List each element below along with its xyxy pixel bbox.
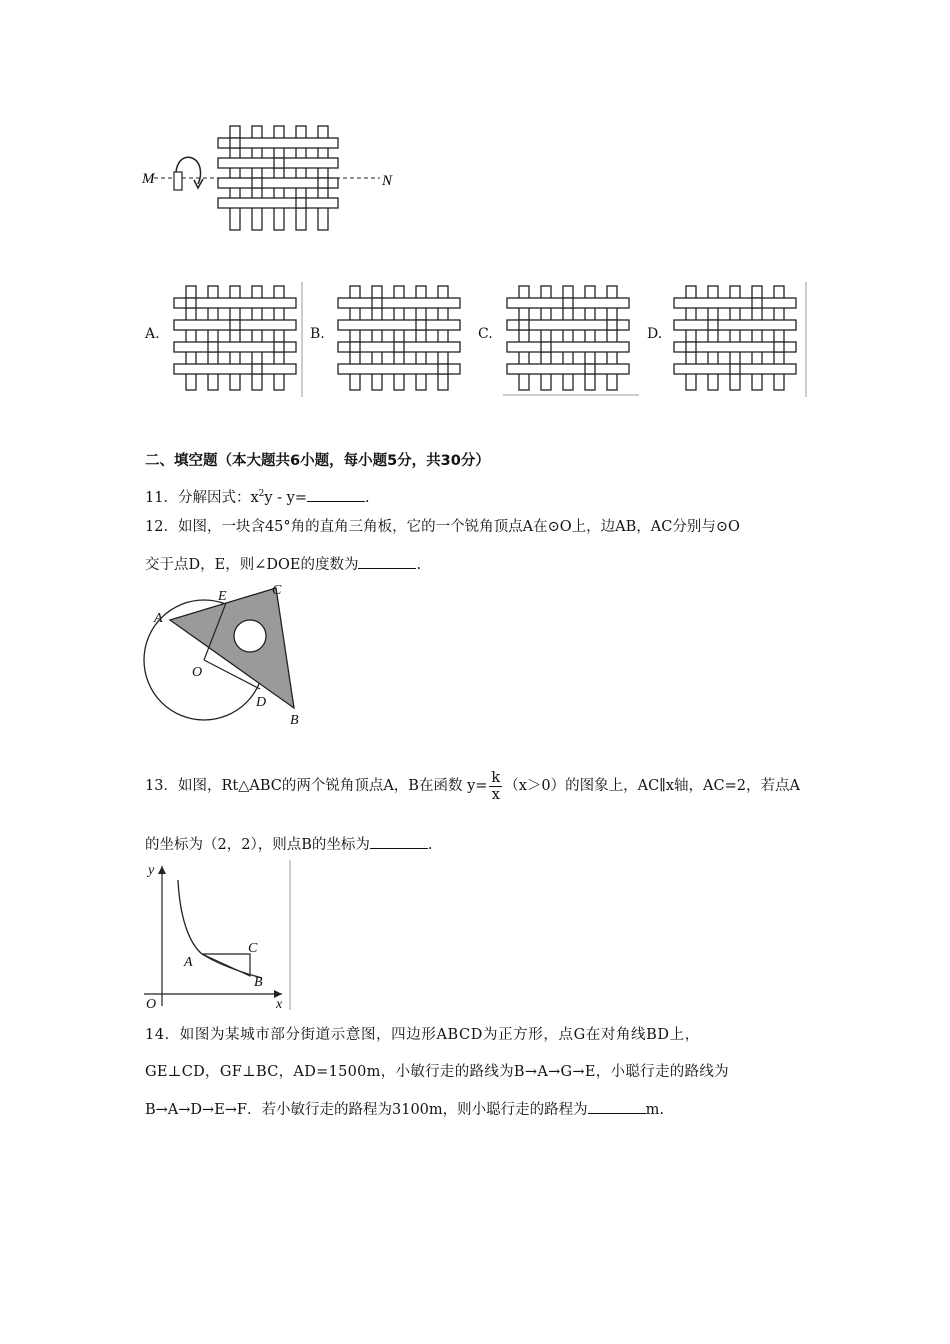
q13-prefix: 13．如图，Rt△ABC的两个锐角顶点A，B在函数 y=: [145, 778, 488, 794]
q14-end: m.: [645, 1102, 665, 1118]
q13-label-c: C: [248, 941, 258, 956]
option-a-figure: [172, 282, 304, 397]
section-heading: 二、填空题（本大题共6小题，每小题5分，共30分）: [145, 453, 490, 469]
option-c-figure: [503, 282, 639, 397]
option-c-label: C.: [478, 326, 493, 342]
option-a-label: A.: [145, 326, 160, 342]
question-13-line1: [145, 764, 800, 808]
question-13-line2: [145, 834, 432, 855]
q11-answer-blank[interactable]: [307, 487, 365, 502]
q13-figure: [140, 860, 295, 1010]
q12-label-o: O: [192, 665, 203, 680]
q13-label-y: y: [148, 863, 155, 878]
q13-line2-text: 的坐标为（2，2），则点B的坐标为: [145, 837, 370, 853]
question-14-line2: GE⊥CD，GF⊥BC，AD=1500m，小敏行走的路线为B→A→G→E，小聪行走的路线为: [145, 1064, 729, 1080]
question-12-line1: 12．如图，一块含45°角的直角三角板，它的一个锐角顶点A在⊙O上，边AB，AC分别与⊙O: [145, 519, 740, 535]
q12-answer-blank[interactable]: [358, 554, 416, 569]
q12-label-c: C: [272, 583, 282, 598]
q13-answer-blank[interactable]: [370, 834, 428, 849]
q14-line3-text: B→A→D→E→F．若小敏行走的路程为3100m，则小聪行走的路程为: [145, 1102, 588, 1118]
question-11: [145, 484, 370, 508]
q13-suffix: （x＞0）的图象上，AC∥x轴，AC=2，若点A: [504, 778, 800, 794]
q11-prefix: 11．分解因式：x: [145, 489, 259, 506]
q12-label-b: B: [290, 713, 299, 728]
q13-label-b: B: [254, 975, 263, 990]
option-d-figure: [670, 282, 810, 397]
q13-label-x: x: [276, 997, 283, 1010]
question-14-line3: [145, 1099, 664, 1120]
option-b-label: B.: [310, 326, 325, 342]
q13-label-a: A: [184, 955, 193, 970]
question-14-line1: 14．如图为某城市部分街道示意图，四边形ABCD为正方形，点G在对角线BD上，: [145, 1027, 700, 1043]
q13-frac-num: k: [491, 769, 501, 786]
label-m: M: [142, 171, 155, 187]
q12-figure: [138, 578, 318, 728]
q12-line2-text: 交于点D，E，则∠DOE的度数为: [145, 557, 359, 573]
question-12-line2: [145, 554, 421, 575]
option-b-figure: [336, 282, 468, 397]
weave-figure-main: [140, 118, 410, 233]
q12-label-e: E: [218, 589, 227, 604]
label-n: N: [382, 173, 393, 189]
option-d-label: D.: [647, 326, 663, 342]
q13-end: .: [427, 837, 433, 853]
q13-frac-den: x: [491, 786, 500, 803]
q11-end: .: [365, 489, 370, 506]
q13-label-o: O: [146, 997, 157, 1010]
q12-end: .: [416, 557, 422, 573]
q12-label-d: D: [256, 695, 267, 710]
q12-label-a: A: [154, 611, 163, 626]
q11-suffix: y - y=: [264, 489, 308, 506]
q13-fraction: [489, 770, 502, 803]
q14-answer-blank[interactable]: [588, 1099, 646, 1114]
q11-sup: 2: [258, 489, 265, 499]
